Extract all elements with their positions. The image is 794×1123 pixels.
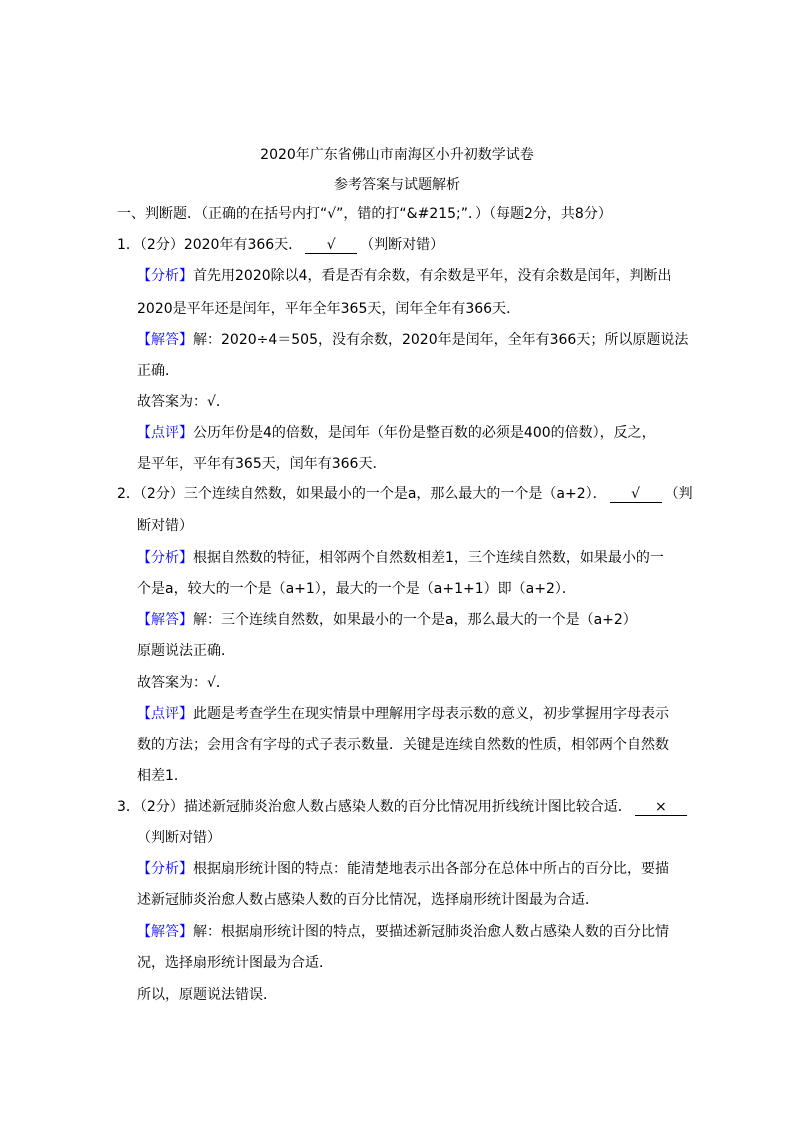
solution-line — [137, 331, 688, 349]
analysis-line — [137, 860, 669, 878]
answer-blank: √ — [305, 237, 357, 254]
comment-text: 此题是考查学生在现实情景中理解用字母表示数的意义，初步掌握用字母表示 — [193, 706, 669, 722]
solution-text: 所以，原题说法错误． — [137, 987, 277, 1003]
question-stem: 1．（2分）2020年有366天． — [117, 237, 303, 253]
analysis-text: 2020是平年还是闰年，平年全年365天，闰年全年有366天． — [137, 301, 521, 317]
section-heading: 一、判断题．（正确的在括号内打“√”，错的打“&#215;”．）（每题2分，共8分） — [117, 206, 612, 222]
comment-text: 相差1． — [137, 768, 188, 784]
analysis-text: 根据自然数的特征，相邻两个自然数相差1，三个连续自然数，如果最小的一 — [193, 550, 664, 566]
solution-text: 解：2020÷4＝505，没有余数，2020年是闰年，全年有366天；所以原题说法 — [193, 332, 689, 348]
question-3 — [117, 798, 690, 816]
solution-tag: 【解答】 — [137, 332, 193, 348]
question-suffix: （判断对错） — [137, 830, 221, 846]
analysis-line — [137, 549, 664, 567]
question-suffix: （判断对错） — [360, 237, 445, 253]
analysis-text: 述新冠肺炎治愈人数占感染人数的百分比情况，选择扇形统计图最为合适． — [137, 892, 599, 908]
question-2 — [117, 485, 693, 503]
question-1 — [117, 236, 444, 254]
solution-text: 解：根据扇形统计图的特点，要描述新冠肺炎治愈人数占感染人数的百分比情 — [193, 924, 669, 940]
comment-text: 数的方法；会用含有字母的式子表示数量．关键是连续自然数的性质，相邻两个自然数 — [137, 737, 669, 753]
solution-tag: 【解答】 — [137, 924, 193, 940]
analysis-tag: 【分析】 — [137, 550, 193, 566]
question-stem: 2．（2分）三个连续自然数，如果最小的一个是a，那么最大的一个是（a+2）． — [117, 486, 607, 502]
solution-text: 原题说法正确． — [137, 643, 235, 659]
question-stem: 3．（2分）描述新冠肺炎治愈人数占感染人数的百分比情况用折线统计图比较合适． — [117, 799, 632, 815]
analysis-text: 首先用2020除以4，看是否有余数，有余数是平年，没有余数是闰年，判断出 — [193, 268, 672, 284]
analysis-text: 根据扇形统计图的特点：能清楚地表示出各部分在总体中所占的百分比，要描 — [193, 861, 669, 877]
analysis-tag: 【分析】 — [137, 268, 193, 284]
comment-tag: 【点评】 — [137, 425, 193, 441]
analysis-text: 个是a，较大的一个是（a+1），最大的一个是（a+1+1）即（a+2）． — [137, 581, 576, 597]
solution-line — [137, 923, 669, 941]
solution-text: 正确． — [137, 363, 179, 379]
solution-line — [137, 611, 637, 629]
solution-text: 况，选择扇形统计图最为合适． — [137, 955, 333, 971]
comment-text: 公历年份是4的倍数，是闰年（年份是整百数的必须是400的倍数），反之， — [193, 425, 656, 441]
answer-blank: √ — [610, 486, 662, 503]
analysis-line — [137, 267, 672, 285]
final-answer: 故答案为：√． — [137, 394, 230, 410]
answer-blank: × — [635, 799, 687, 816]
solution-tag: 【解答】 — [137, 612, 193, 628]
comment-line — [137, 705, 669, 723]
final-answer: 故答案为：√． — [137, 675, 230, 691]
comment-line — [137, 424, 656, 442]
document-title: 2020年广东省佛山市南海区小升初数学试卷 — [260, 147, 534, 163]
comment-text: 是平年，平年有365天，闰年有366天． — [137, 456, 387, 472]
solution-text: 解：三个连续自然数，如果最小的一个是a，那么最大的一个是（a+2） — [193, 612, 637, 628]
analysis-tag: 【分析】 — [137, 861, 193, 877]
question-suffix: （判 — [664, 486, 693, 502]
comment-tag: 【点评】 — [137, 706, 193, 722]
document-subtitle: 参考答案与试题解析 — [334, 177, 460, 193]
question-suffix: 断对错） — [137, 518, 193, 534]
